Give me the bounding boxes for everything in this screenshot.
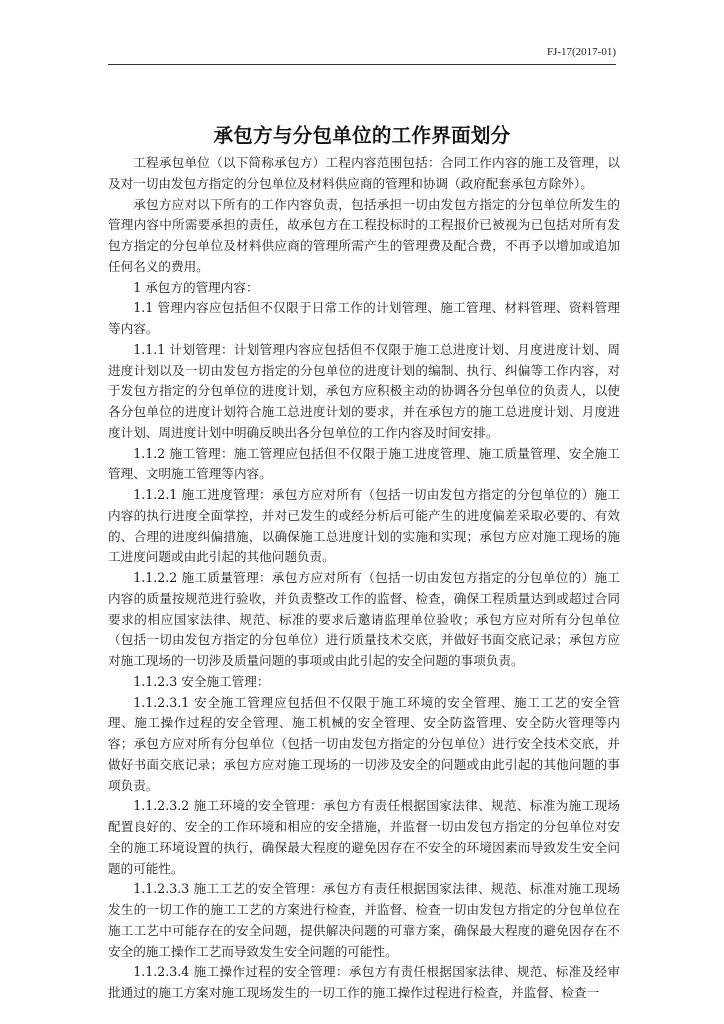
paragraph-1-1-2-3-4: 1.1.2.3.4 施工操作过程的安全管理：承包方有责任根据国家法律、规范、标准及经审批通过的施工方案对施工现场发生的一切工作的施工操作过程进行检查，并监督、检查一 xyxy=(108,964,620,1000)
paragraph-intro-responsibility: 承包方应对以下所有的工作内容负责，包括承担一切由发包方指定的分包单位所发生的管理内容中所需要承担的责任，故承包方在工程投标时的工程报价已被视为已包括对所有发包方指定的分包单位及材料供应商的管理所需产生的管理费及配合费，不再予以增加或追加任何名义的费用。 xyxy=(108,196,620,274)
heading-section-1: 1 承包方的管理内容： xyxy=(133,279,259,295)
paragraph-1-1: 1.1 管理内容应包括但不仅限于日常工作的计划管理、施工管理、材料管理、资料管理等内容。 xyxy=(108,300,620,336)
paragraph-1-1-2-3-3: 1.1.2.3.3 施工工艺的安全管理：承包方有责任根据国家法律、规范、标准对施工现场发生的一切工作的施工工艺的方案进行检查，并监督、检查一切由发包方指定的分包单位在施工工艺中可能存在的安全问题，提供解决问题的可靠方案，确保最大程度的避免因存在不安全的施工操作工艺而导致发生安全问题的可能性。 xyxy=(108,881,620,959)
paragraph-1-1-1: 1.1.1 计划管理：计划管理内容应包括但不仅限于施工总进度计划、月度进度计划、周进度计划以及一切由发包方指定的分包单位的进度计划的编制、执行、纠偏等工作内容，对于发包方指定的分包单位的进度计划，承包方应积极主动的协调各分包单位的负责人，以使各分包单位的进度计划符合施工总进度计划的要求，并在承包方的施工总进度计划、月度进度计划、周进度计划中明确反映出各分包单位的工作内容及时间安排。 xyxy=(108,341,620,440)
paragraph-1-1-2: 1.1.2 施工管理：施工管理应包括但不仅限于施工进度管理、施工质量管理、安全施工管理、文明施工管理等内容。 xyxy=(108,445,620,482)
paragraph-1-1-2-2: 1.1.2.2 施工质量管理：承包方应对所有（包括一切由发包方指定的分包单位的）施工内容的质量按规范进行验收，并负责整改工作的监督、检查，确保工程质量达到或超过合同要求的相应国家法律、规范、标准的要求后邀请监理单位验收；承包方应对所有分包单位（包括一切由发包方指定的分包单位）进行质量技术交底，并做好书面交底记录；承包方应对施工现场的一切涉及质量问题的事项或由此引起的安全问题的事项负责。 xyxy=(108,570,620,668)
document-title: 承包方与分包单位的工作界面划分 xyxy=(213,124,511,147)
paragraph-intro-scope: 工程承包单位（以下简称承包方）工程内容范围包括：合同工作内容的施工及管理，以及对一切由发包方指定的分包单位及材料供应商的管理和协调（政府配套承包方除外）。 xyxy=(108,155,620,191)
header-divider xyxy=(108,64,616,65)
document-code: FJ-17(2017-01) xyxy=(546,46,616,58)
paragraph-1-1-2-1: 1.1.2.1 施工进度管理：承包方应对所有（包括一切由发包方指定的分包单位的）施工内容的执行进度全面掌控，并对已发生的或经分析后可能产生的进度偏差采取必要的、有效的、合理的进度纠偏措施，以确保施工总进度计划的实施和实现；承包方应对施工现场的施工进度问题或由此引起的其他问题负责。 xyxy=(108,487,620,565)
document-body xyxy=(108,153,620,1004)
heading-1-1-2-3: 1.1.2.3 安全施工管理： xyxy=(133,673,270,689)
paragraph-1-1-2-3-1: 1.1.2.3.1 安全施工管理应包括但不仅限于施工环境的安全管理、施工工艺的安全管理、施工操作过程的安全管理、施工机械的安全管理、安全防盗管理、安全防火管理等内容；承包方应对所有分包单位（包括一切由发包方指定的分包单位）进行安全技术交底，并做好书面交底记录；承包方应对施工现场的一切涉及安全的问题或由此引起的其他问题的事项负责。 xyxy=(108,694,620,793)
paragraph-1-1-2-3-2: 1.1.2.3.2 施工环境的安全管理：承包方有责任根据国家法律、规范、标准为施工现场配置良好的、安全的工作环境和相应的安全措施，并监督一切由发包方指定的分包单位对安全的施工环境设置的执行，确保最大程度的避免因存在不安全的环境因素而导致发生安全问题的可能性。 xyxy=(108,798,620,876)
